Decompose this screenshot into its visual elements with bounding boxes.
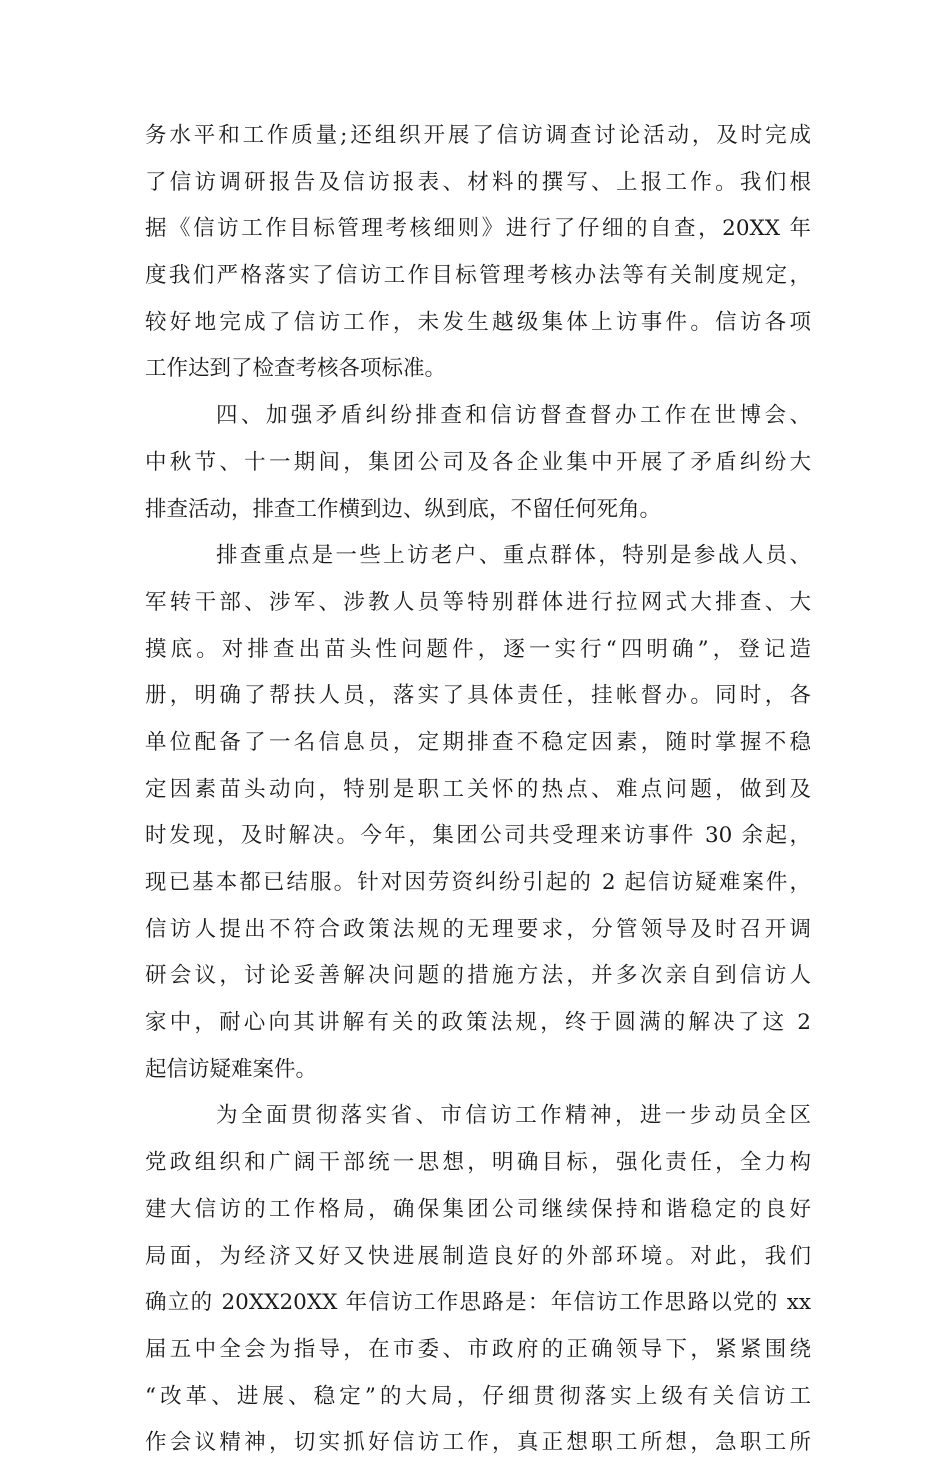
text-line: 家中，耐心向其讲解有关的政策法规，终于圆满的解决了这 2 <box>145 1010 811 1036</box>
text-line: 册，明确了帮扶人员，落实了具体责任，挂帐督办。同时，各 <box>145 683 811 709</box>
text-line: 信访人提出不符合政策法规的无理要求，分管领导及时召开调 <box>145 916 811 942</box>
text-line: 了信访调研报告及信访报表、材料的撰写、上报工作。我们根 <box>145 169 811 195</box>
text-line: 届五中全会为指导，在市委、市政府的正确领导下，紧紧围绕 <box>145 1336 811 1362</box>
text-line: 现已基本都已结服。针对因劳资纠纷引起的 2 起信访疑难案件， <box>145 870 811 895</box>
text-line: 局面，为经济又好又快进展制造良好的外部环境。对此，我们 <box>145 1243 811 1269</box>
section-heading-line: 四、加强矛盾纠纷排查和信访督查督办工作在世博会、 <box>216 403 811 429</box>
text-line: 作会议精神，切实抓好信访工作，真正想职工所想，急职工所 <box>145 1430 811 1456</box>
paragraph-first-line: 为全面贯彻落实省、市信访工作精神，进一步动员全区 <box>216 1103 811 1129</box>
text-line: 研会议，讨论妥善解决问题的措施方法，并多次亲自到信访人 <box>145 963 811 989</box>
text-line: 单位配备了一名信息员，定期排查不稳定因素，随时掌握不稳 <box>145 729 811 755</box>
text-line: 摸底。对排查出苗头性问题件，逐一实行“四明确”，登记造 <box>145 636 811 662</box>
text-line: 度我们严格落实了信访工作目标管理考核办法等有关制度规定， <box>145 263 811 289</box>
text-line: 工作达到了检查考核各项标准。 <box>145 356 447 382</box>
text-line: 建大信访的工作格局，确保集团公司继续保持和谐稳定的良好 <box>145 1196 811 1222</box>
text-line: 中秋节、十一期间，集团公司及各企业集中开展了矛盾纠纷大 <box>145 449 811 475</box>
text-line: 军转干部、涉军、涉教人员等特别群体进行拉网式大排查、大 <box>145 589 811 615</box>
document-body <box>145 113 811 1467</box>
text-line: 务水平和工作质量;还组织开展了信访调查讨论活动，及时完成 <box>145 123 811 148</box>
text-line: 据《信访工作目标管理考核细则》进行了仔细的自查，20XX 年 <box>145 216 811 242</box>
text-line: 党政组织和广阔干部统一思想，明确目标，强化责任，全力构 <box>145 1150 811 1176</box>
text-line: 排查活动，排查工作横到边、纵到底，不留任何死角。 <box>145 496 662 522</box>
text-line: 较好地完成了信访工作，未发生越级集体上访事件。信访各项 <box>145 309 811 335</box>
text-line: 时发现，及时解决。今年，集团公司共受理来访事件 30 余起， <box>145 823 811 849</box>
paragraph-first-line: 排查重点是一些上访老户、重点群体，特别是参战人员、 <box>216 543 811 569</box>
text-line: 确立的 20XX20XX 年信访工作思路是：年信访工作思路以党的 xx <box>145 1290 811 1316</box>
text-line: “改革、进展、稳定”的大局，仔细贯彻落实上级有关信访工 <box>145 1383 811 1409</box>
text-line: 定因素苗头动向，特别是职工关怀的热点、难点问题，做到及 <box>145 776 811 802</box>
text-line: 起信访疑难案件。 <box>145 1056 318 1082</box>
